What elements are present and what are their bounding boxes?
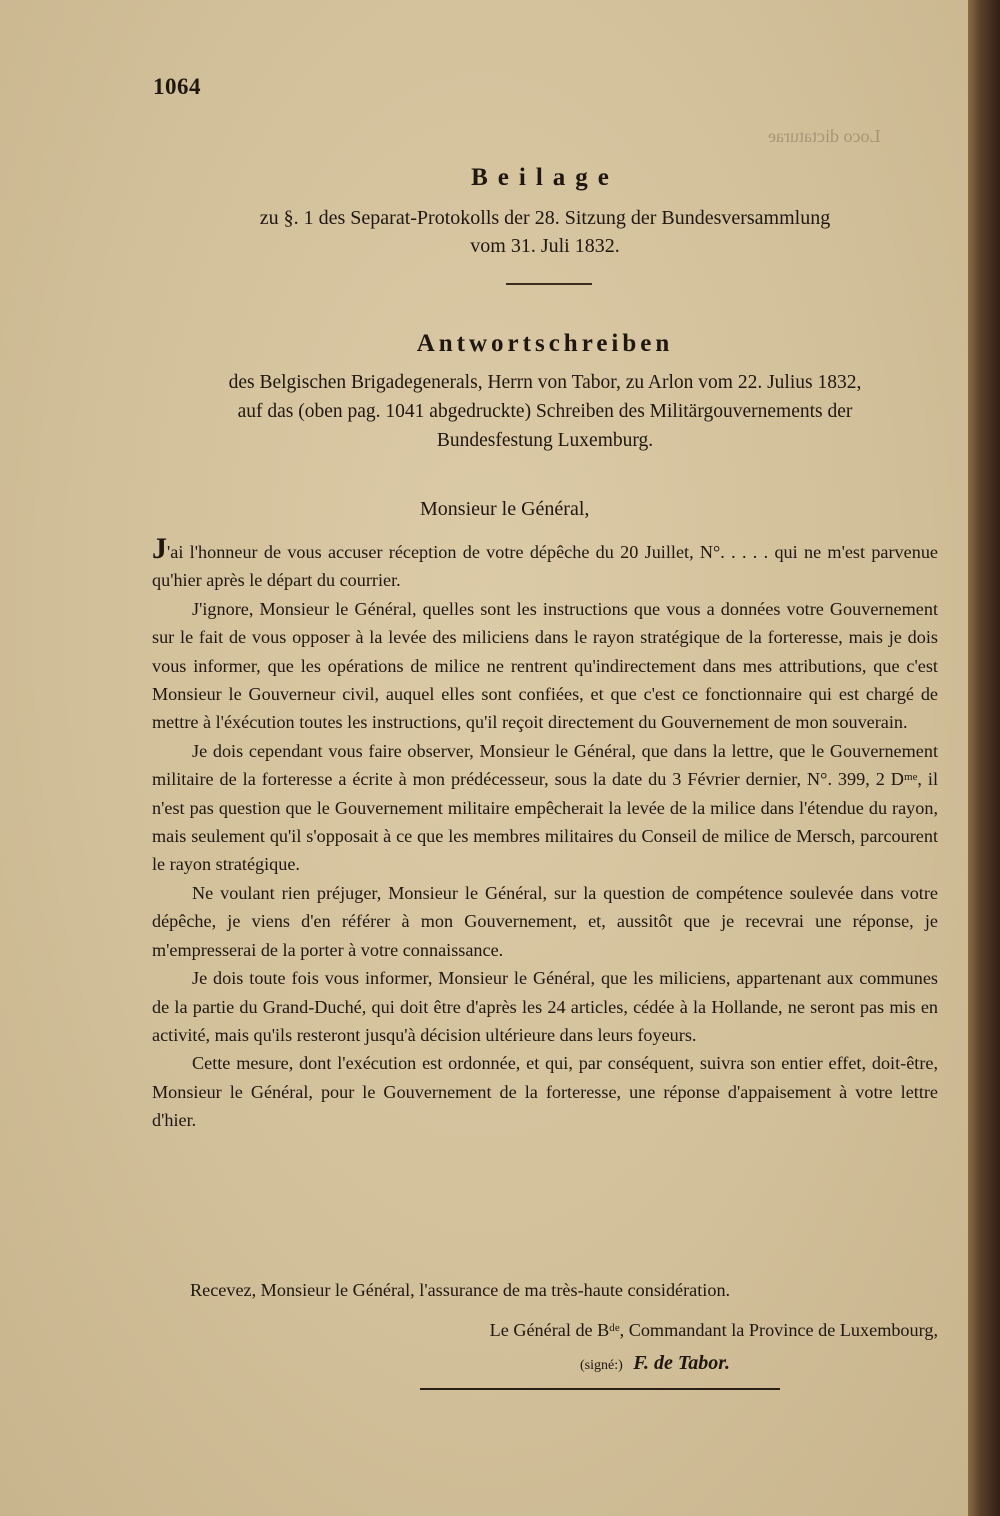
closing-rule <box>420 1388 780 1390</box>
paragraph: Je dois cependant vous faire observer, Monsieur le Général, que dans la lettre, que le Gouvernement militaire de la forteresse a écrite à mon prédécesseur, sous la date du 3 Février dernier, N°. 399, 2 Dᵐᵉ, il n'est pas question que le Gouvernement militaire empêcherait la levée de la milice dans l'étendue du rayon, mais seulement qu'il s'opposait à ce que les membres militaires du Conseil de milice de Mersch, parcourent le rayon stratégique. <box>152 740 938 875</box>
document-subtitle <box>150 204 940 260</box>
paragraph: Je dois toute fois vous informer, Monsieur le Général, que les miliciens, appartenant aux communes de la partie du Grand-Duché, qui doit être d'après les 24 articles, cédée à la Hollande, ne seront pas mis en activité, mais qu'ils resteront jusqu'à décision ultérieure dans leurs foyeurs. <box>152 968 938 1045</box>
subtitle-line: vom 31. Juli 1832. <box>470 235 620 257</box>
letter-heading: Antwortschreiben <box>416 330 674 357</box>
paragraph <box>152 532 938 595</box>
signature-title: Le Général de Bᵈᵉ, Commandant la Province de Luxembourg, <box>489 1320 938 1340</box>
subtitle-line: zu §. 1 des Separat-Protokolls der 28. Sitzung der Bundesversammlung <box>259 207 831 229</box>
show-through-text: Loco dictaturae <box>768 126 881 146</box>
document-heading: Beilage <box>471 164 619 191</box>
paragraph: Ne voulant rien préjuger, Monsieur le Général, sur la question de compétence soulevée dans votre dépêche, je viens d'en référer à mon Gouvernement, et, aussitôt que je recevrai une réponse, je m'empresserai de la porter à votre connaissance. <box>152 882 938 960</box>
drop-cap: J <box>152 532 167 565</box>
signature-name: F. de Tabor. <box>633 1352 730 1374</box>
letter-body <box>152 532 938 1135</box>
letter-description <box>150 368 940 455</box>
signature-prefix: (signé:) <box>580 1358 623 1373</box>
book-edge <box>968 0 1000 1516</box>
signature <box>580 1352 730 1375</box>
closing-line: Recevez, Monsieur le Général, l'assurance de ma très-haute considération. <box>190 1280 731 1300</box>
paragraph: J'ignore, Monsieur le Général, quelles sont les instructions que vous a données votre Gouvernement sur le fait de vous opposer à la levée des miliciens dans le rayon stratégique de la forteresse, mais je dois vous informer, que les opérations de milice ne rentrent qu'indirectement dans mes attributions, que c'est Monsieur le Gouverneur civil, auquel elles sont confiées, et que c'est ce fonctionnaire qui est chargé de mettre à l'éxécution toutes les instructions, qu'il reçoit directement du Gouvernement de mon souverain. <box>152 598 938 733</box>
page-number: 1064 <box>153 74 201 99</box>
description-line: Bundesfestung Luxemburg. <box>436 430 654 451</box>
description-line: des Belgischen Brigadegenerals, Herrn von Tabor, zu Arlon vom 22. Julius 1832, <box>228 372 862 393</box>
section-divider <box>506 283 592 285</box>
salutation: Monsieur le Général, <box>420 498 590 520</box>
paragraph: Cette mesure, dont l'exécution est ordonnée, et qui, par conséquent, suivra son entier effet, doit-être, Monsieur le Général, pour le Gouvernement de la forteresse, une réponse d'appaisement à votre lettre d'hier. <box>152 1053 938 1131</box>
description-line: auf das (oben pag. 1041 abgedruckte) Schreiben des Militärgouvernements der <box>237 401 853 422</box>
paragraph-text: 'ai l'honneur de vous accuser réception de votre dépêche du 20 Juillet, N°. . . . . qui ne m'est parvenue qu'hier après le départ du courrier. <box>152 542 938 591</box>
